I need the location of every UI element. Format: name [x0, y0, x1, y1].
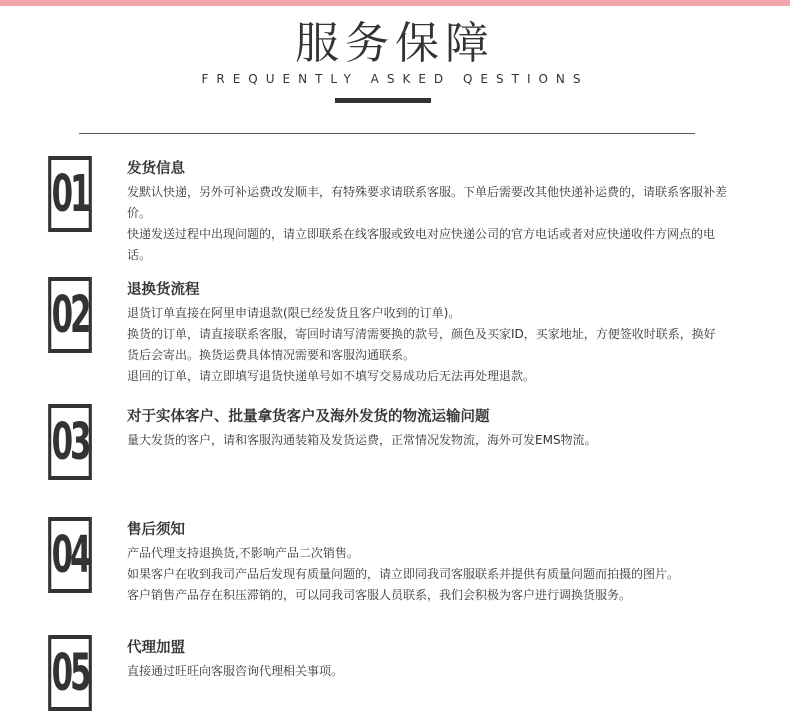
item-title: 售后须知 [127, 522, 185, 538]
item-number-box: 03 [48, 404, 92, 480]
item-paragraph: 退货订单直接在阿里申请退款(限已经发货且客户收到的订单)。 [127, 306, 461, 320]
item-paragraph: 产品代理支持退换货,不影响产品二次销售。 [127, 546, 359, 560]
item-content [127, 279, 727, 387]
item-number-box: 02 [48, 277, 92, 353]
item-paragraph: 如果客户在收到我司产品后发现有质量问题的，请立即同我司客服联系并提供有质量问题而拍摄的图片。 [127, 567, 680, 581]
page-subtitle: FREQUENTLY ASKED QESTIONS [201, 72, 589, 86]
item-content [127, 406, 727, 451]
item-number-box: 01 [48, 156, 92, 232]
item-title: 退换货流程 [127, 282, 200, 298]
item-content [127, 519, 727, 606]
item-paragraph: 量大发货的客户，请和客服沟通装箱及发货运费，正常情况发物流，海外可发EMS物流。 [127, 433, 597, 447]
title-underline [335, 98, 431, 103]
item-paragraph: 快递发送过程中出现问题的，请立即联系在线客服或致电对应快递公司的官方电话或者对应快递收件方网点的电话。 [127, 227, 716, 262]
item-title: 代理加盟 [127, 640, 185, 656]
top-accent-bar [0, 0, 790, 6]
item-paragraph: 退回的订单，请立即填写退货快递单号如不填写交易成功后无法再处理退款。 [127, 369, 536, 383]
item-paragraph: 直接通过旺旺向客服咨询代理相关事项。 [127, 664, 344, 678]
item-number-box: 04 [48, 517, 92, 593]
item-title: 对于实体客户、批量拿货客户及海外发货的物流运输问题 [127, 409, 490, 425]
item-number-box: 05 [48, 635, 92, 711]
header-divider [79, 133, 695, 134]
item-content [127, 637, 727, 682]
item-title: 发货信息 [127, 161, 185, 177]
item-paragraph: 换货的订单，请直接联系客服，寄回时请写清需要换的款号，颜色及买家ID，买家地址，方便签收时联系，换好货后会寄出。换货运费具体情况需要和客服沟通联系。 [127, 327, 716, 362]
page-title: 服务保障 [295, 18, 495, 69]
item-paragraph: 发默认快递，另外可补运费改发顺丰，有特殊要求请联系客服。下单后需要改其他快递补运费的，请联系客服补差价。 [127, 185, 728, 220]
item-paragraph: 客户销售产品存在积压滞销的，可以同我司客服人员联系，我们会积极为客户进行调换货服务。 [127, 588, 632, 602]
item-content [127, 158, 727, 266]
